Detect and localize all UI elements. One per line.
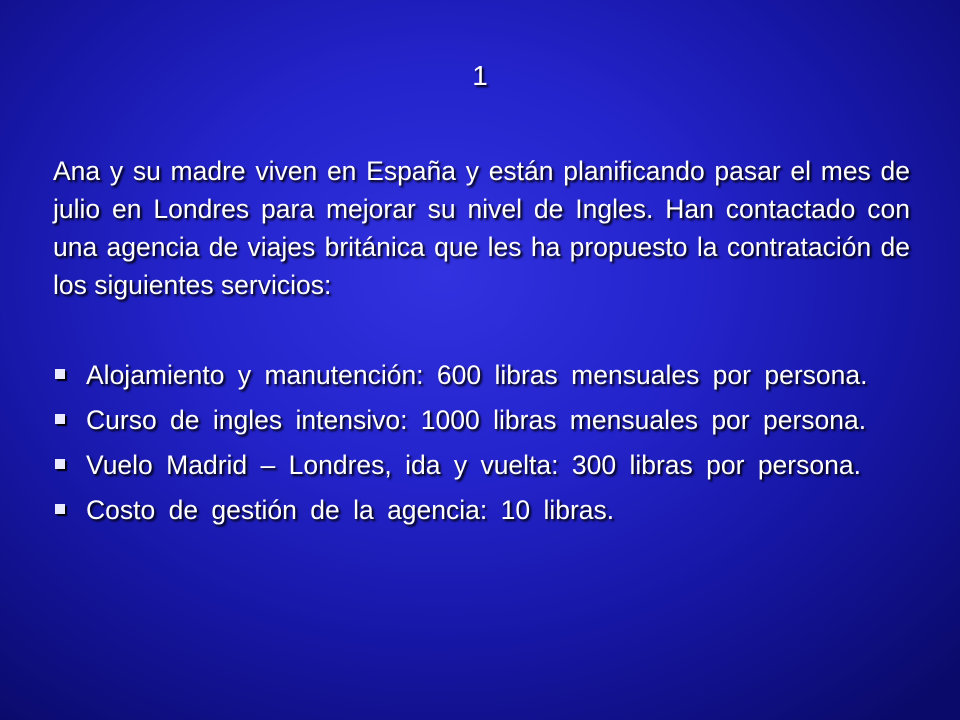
list-item [53, 448, 910, 483]
list-item-text: Curso de ingles intensivo: 1000 libras mensuales por persona. [86, 405, 867, 435]
intro-paragraph: Ana y su madre viven en España y están planificando pasar el mes de julio en Londres para mejorar su nivel de Ingles. Han contactado con una agencia de viajes británica que les ha propuesto la contratación de los siguientes servicios: [53, 156, 910, 300]
list-item-text: Vuelo Madrid – Londres, ida y vuelta: 300 libras por persona. [86, 450, 861, 480]
square-bullet-icon [55, 459, 65, 469]
square-bullet-icon [55, 504, 65, 514]
square-bullet-icon [55, 414, 65, 424]
list-item [53, 403, 910, 438]
services-list [53, 358, 910, 538]
slide-number: 1 [472, 60, 488, 91]
list-item [53, 493, 910, 528]
list-item [53, 358, 910, 393]
list-item-text: Costo de gestión de la agencia: 10 libras. [86, 495, 615, 525]
square-bullet-icon [55, 369, 65, 379]
list-item-text: Alojamiento y manutención: 600 libras mensuales por persona. [86, 360, 868, 390]
